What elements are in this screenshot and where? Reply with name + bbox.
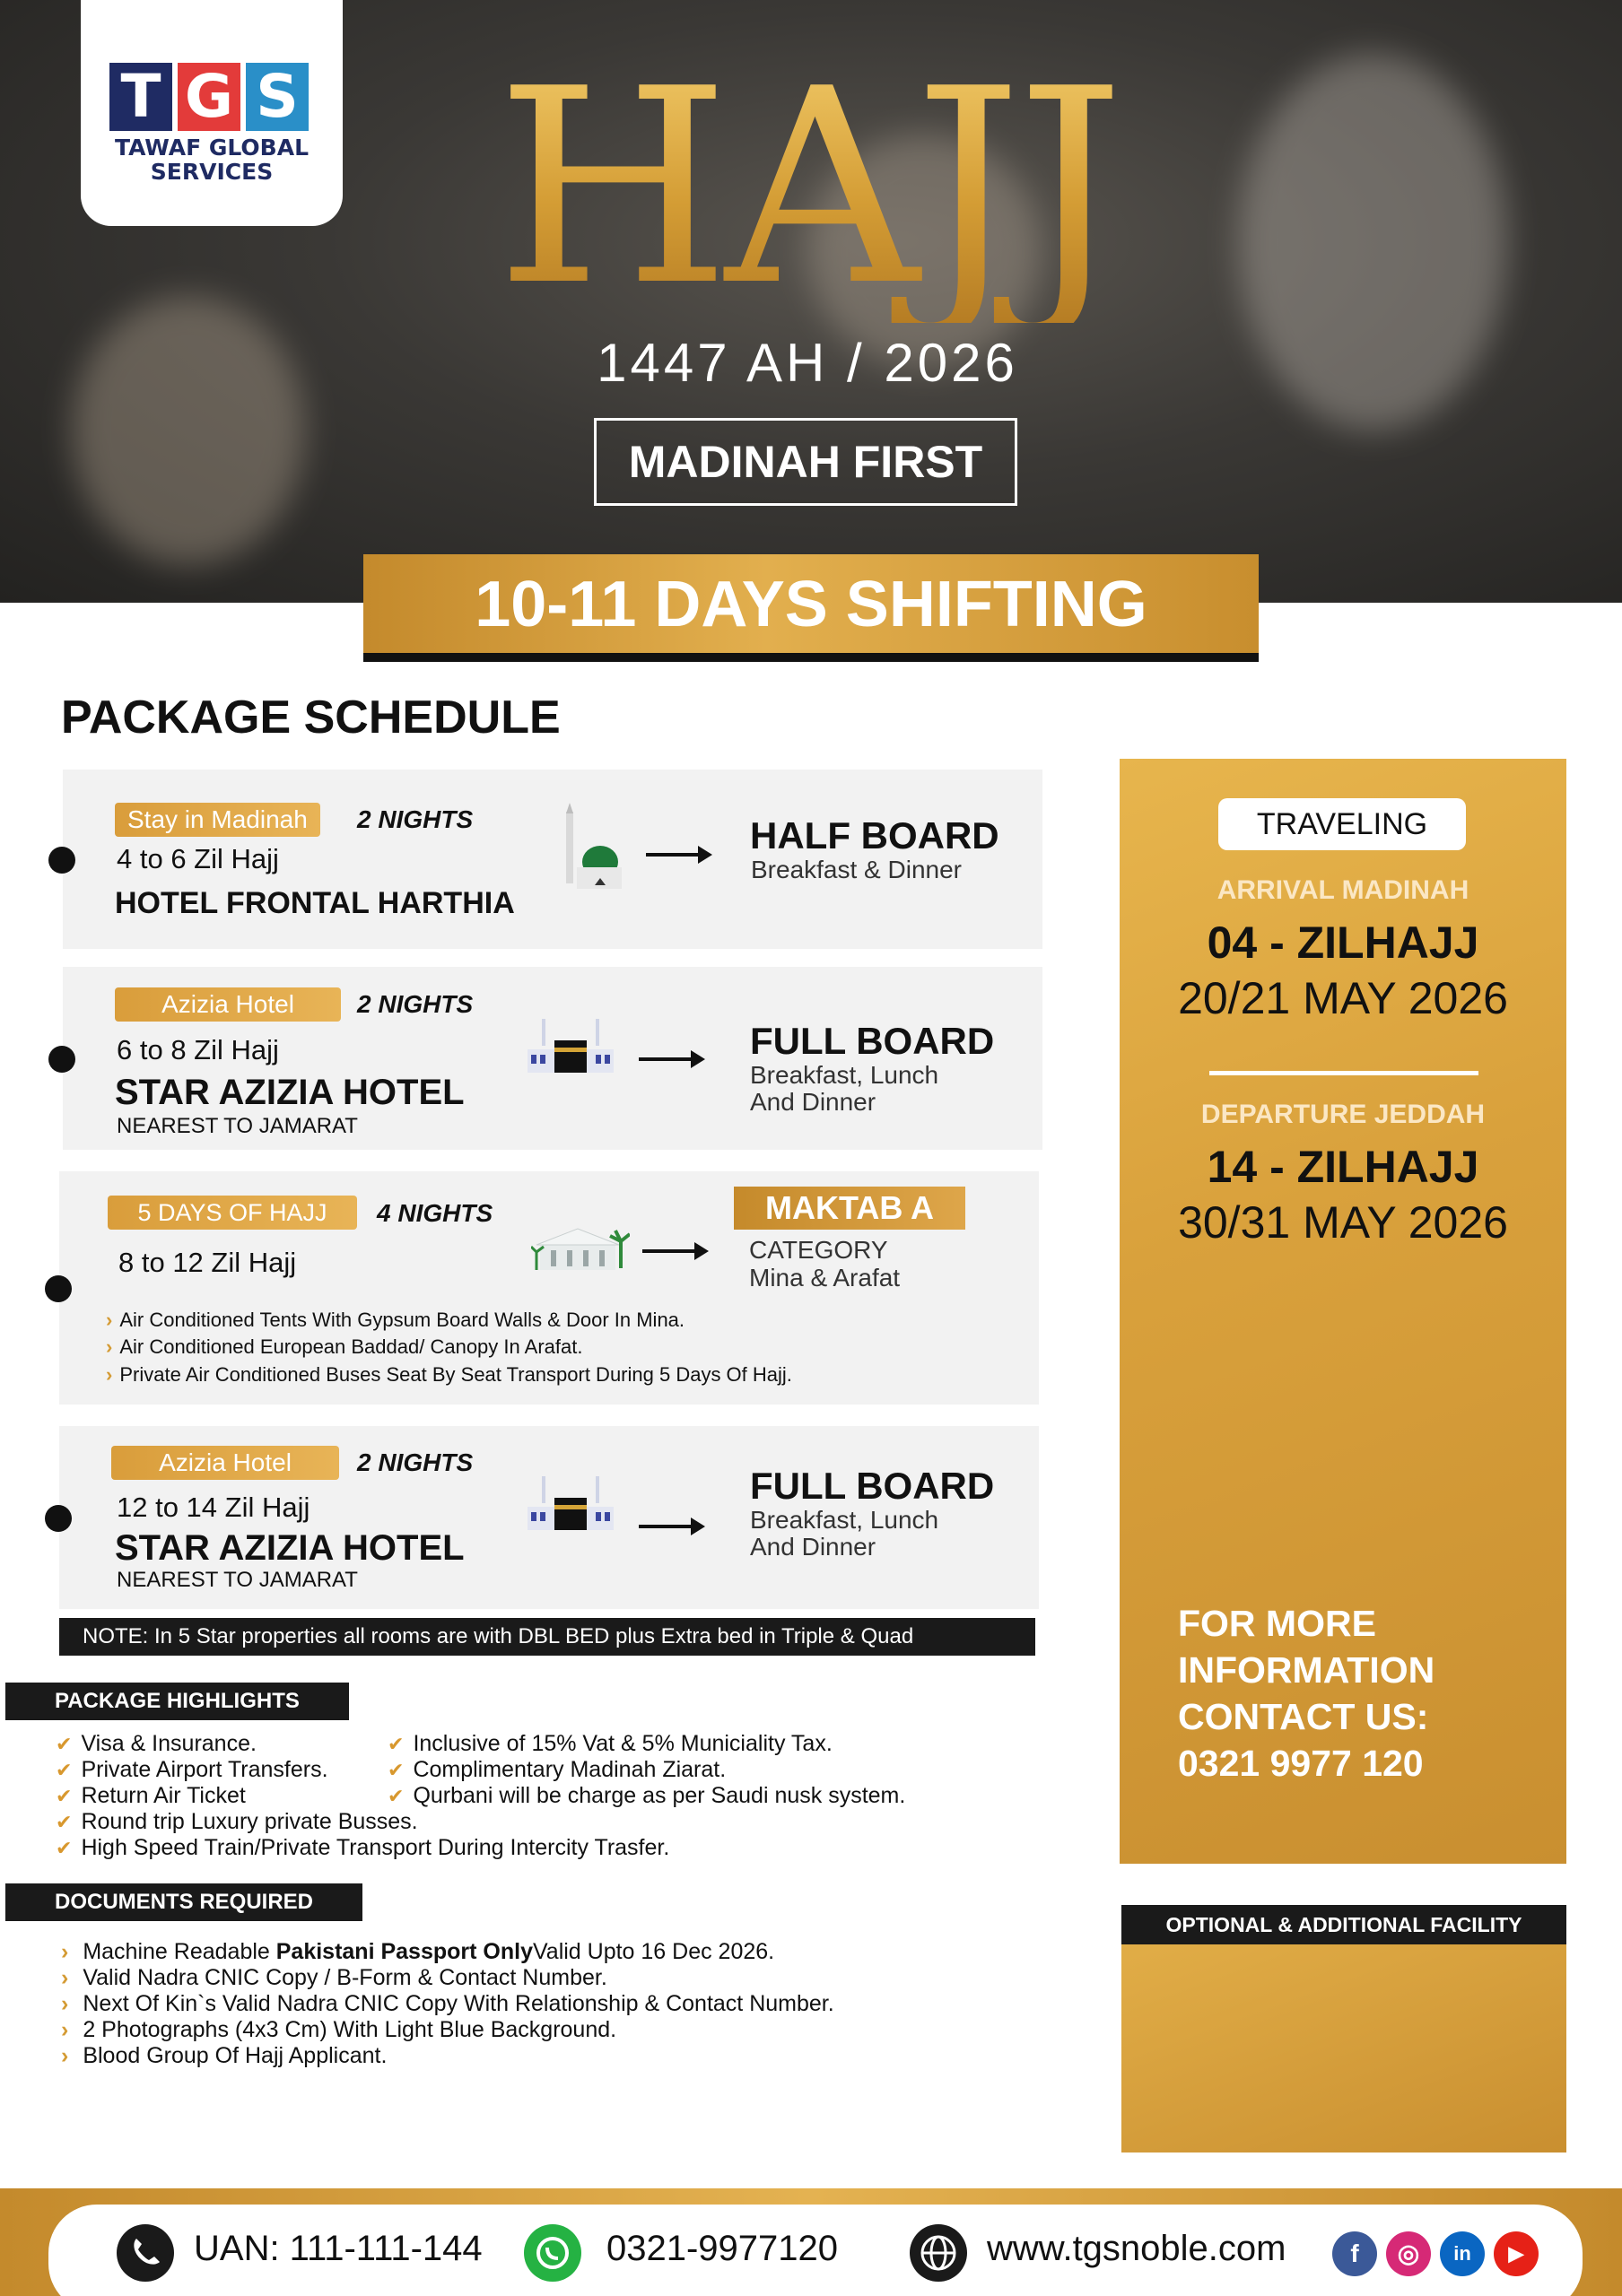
kaaba-icon — [528, 1471, 614, 1543]
highlight-item: ✔ Round trip Luxury private Busses. — [56, 1809, 418, 1835]
logo-text-line1: TAWAF GLOBAL — [114, 135, 310, 161]
dates-label: 6 to 8 Zil Hajj — [117, 1034, 279, 1065]
dates-label: 8 to 12 Zil Hajj — [118, 1247, 297, 1278]
shifting-banner: 10-11 DAYS SHIFTING — [363, 554, 1259, 662]
panel-divider — [1209, 1071, 1478, 1075]
logo-letter-t: T — [109, 63, 172, 131]
feature-item: › Private Air Conditioned Buses Seat By Seat Transport During 5 Days Of Hajj. — [106, 1363, 792, 1387]
whatsapp-number[interactable]: 0321-9977120 — [606, 2229, 839, 2268]
room-note: NOTE: In 5 Star properties all rooms are with DBL BED plus Extra bed in Triple & Quad — [59, 1618, 1035, 1656]
stay-tag: Stay in Madinah — [115, 803, 320, 837]
highlight-item: ✔ Return Air Ticket — [56, 1783, 246, 1809]
board-type: FULL BOARD — [750, 1465, 995, 1507]
documents-title: DOCUMENTS REQUIRED — [5, 1883, 362, 1921]
contact-block — [1178, 1600, 1435, 1787]
hero-hand-shape — [72, 296, 305, 565]
logo-letter-g: G — [178, 63, 240, 131]
hajj-title: HAJJ — [449, 54, 1166, 323]
azizia-tag: Azizia Hotel — [111, 1446, 339, 1480]
traveling-pill: TRAVELING — [1218, 798, 1466, 850]
board-desc-line1: Breakfast, Lunch — [750, 1061, 939, 1089]
logo-letters — [109, 63, 309, 131]
optional-facility-title: OPTIONAL & ADDITIONAL FACILITY — [1121, 1905, 1566, 1944]
highlight-item: ✔ High Speed Train/Private Transport During Intercity Trasfer. — [56, 1835, 669, 1861]
category-desc: Mina & Arafat — [749, 1264, 901, 1292]
optional-facility-panel — [1121, 1944, 1566, 2152]
madinah-first-badge: MADINAH FIRST — [594, 418, 1017, 506]
category-label: CATEGORY — [749, 1236, 888, 1264]
uan-number[interactable]: UAN: 111-111-144 — [194, 2229, 483, 2268]
arrow-icon — [639, 1525, 702, 1528]
logo-text-line2: SERVICES — [150, 159, 274, 185]
hajj-days-tag: 5 DAYS OF HAJJ — [108, 1196, 357, 1230]
nights-label: 2 NIGHTS — [357, 990, 474, 1018]
hotel-name: HOTEL FRONTAL HARTHIA — [115, 886, 515, 920]
feature-item: › Air Conditioned Tents With Gypsum Board Walls & Door In Mina. — [106, 1309, 685, 1332]
document-item: › Next Of Kin`s Valid Nadra CNIC Copy With Relationship & Contact Number. — [61, 1991, 834, 2017]
highlight-item: ✔ Private Airport Transfers. — [56, 1757, 328, 1783]
package-schedule-title: PACKAGE SCHEDULE — [61, 691, 561, 744]
hero-figure-shape — [1238, 54, 1507, 430]
departure-hijri: 14 - ZILHAJJ — [1207, 1142, 1479, 1192]
document-item-passport — [61, 1939, 774, 1965]
azizia-tag: Azizia Hotel — [115, 987, 341, 1022]
tgs-logo[interactable] — [81, 0, 343, 226]
youtube-icon[interactable]: ▶ — [1494, 2231, 1539, 2276]
phone-icon[interactable] — [117, 2224, 174, 2282]
timeline-dot — [48, 1046, 75, 1073]
doc-text-post: Valid Upto 16 Dec 2026. — [532, 1939, 775, 1964]
document-item: › Valid Nadra CNIC Copy / B-Form & Contact Number. — [61, 1965, 607, 1991]
maktab-badge: MAKTAB A — [734, 1187, 965, 1230]
board-desc-line2: And Dinner — [750, 1533, 876, 1561]
hotel-sub: NEAREST TO JAMARAT — [117, 1114, 358, 1138]
highlight-item: ✔ Visa & Insurance. — [56, 1731, 257, 1757]
highlight-item: ✔ Complimentary Madinah Ziarat. — [388, 1757, 726, 1783]
linkedin-icon[interactable]: in — [1440, 2231, 1485, 2276]
hajj-year: 1447 AH / 2026 — [597, 333, 1018, 393]
arrow-icon — [642, 1249, 705, 1253]
arrow-icon — [639, 1057, 702, 1061]
arrival-label: ARRIVAL MADINAH — [1216, 875, 1469, 905]
nights-label: 2 NIGHTS — [357, 805, 474, 833]
logo-letter-s: S — [246, 63, 309, 131]
doc-text-pre: Machine Readable — [83, 1939, 276, 1964]
doc-text-bold: Pakistani Passport Only — [275, 1939, 533, 1964]
globe-icon[interactable] — [910, 2224, 967, 2282]
hotel-name: STAR AZIZIA HOTEL — [115, 1528, 465, 1568]
board-desc-line2: And Dinner — [750, 1088, 876, 1116]
timeline-dot — [45, 1275, 72, 1302]
nights-label: 2 NIGHTS — [357, 1448, 474, 1476]
document-item: › 2 Photographs (4x3 Cm) With Light Blue Background. — [61, 2017, 616, 2043]
contact-line2: INFORMATION — [1178, 1649, 1435, 1691]
highlight-item: ✔ Qurbani will be charge as per Saudi nusk system. — [388, 1783, 905, 1809]
highlight-item: ✔ Inclusive of 15% Vat & 5% Municiality Tax. — [388, 1731, 833, 1757]
feature-item: › Air Conditioned European Baddad/ Canopy In Arafat. — [106, 1335, 582, 1359]
instagram-icon[interactable]: ◎ — [1386, 2231, 1431, 2276]
whatsapp-icon[interactable] — [524, 2224, 581, 2282]
arrival-date: 20/21 MAY 2026 — [1178, 973, 1508, 1023]
board-type: HALF BOARD — [750, 814, 999, 857]
contact-line1: FOR MORE — [1178, 1603, 1376, 1644]
board-type: FULL BOARD — [750, 1020, 995, 1062]
website-link[interactable]: www.tgsnoble.com — [987, 2229, 1286, 2268]
madinah-mosque-icon — [561, 803, 624, 892]
board-desc-line1: Breakfast, Lunch — [750, 1506, 939, 1534]
traveling-panel — [1120, 759, 1566, 1864]
tent-camp-icon — [531, 1223, 630, 1277]
facebook-icon[interactable]: f — [1332, 2231, 1377, 2276]
departure-label: DEPARTURE JEDDAH — [1200, 1100, 1486, 1129]
arrow-icon — [646, 853, 709, 857]
document-item: › Blood Group Of Hajj Applicant. — [61, 2043, 387, 2069]
timeline-dot — [48, 847, 75, 874]
board-desc: Breakfast & Dinner — [751, 856, 962, 883]
kaaba-icon — [528, 1013, 614, 1085]
contact-line3: CONTACT US: — [1178, 1696, 1429, 1737]
arrival-hijri: 04 - ZILHAJJ — [1207, 918, 1479, 968]
dates-label: 12 to 14 Zil Hajj — [117, 1492, 310, 1523]
dates-label: 4 to 6 Zil Hajj — [117, 843, 279, 874]
hotel-name: STAR AZIZIA HOTEL — [115, 1073, 465, 1112]
departure-date: 30/31 MAY 2026 — [1178, 1197, 1508, 1248]
nights-label: 4 NIGHTS — [377, 1199, 493, 1227]
timeline-dot — [45, 1505, 72, 1532]
contact-phone[interactable]: 0321 9977 120 — [1178, 1743, 1424, 1784]
highlights-title: PACKAGE HIGHLIGHTS — [5, 1683, 349, 1720]
hotel-sub: NEAREST TO JAMARAT — [117, 1568, 358, 1592]
